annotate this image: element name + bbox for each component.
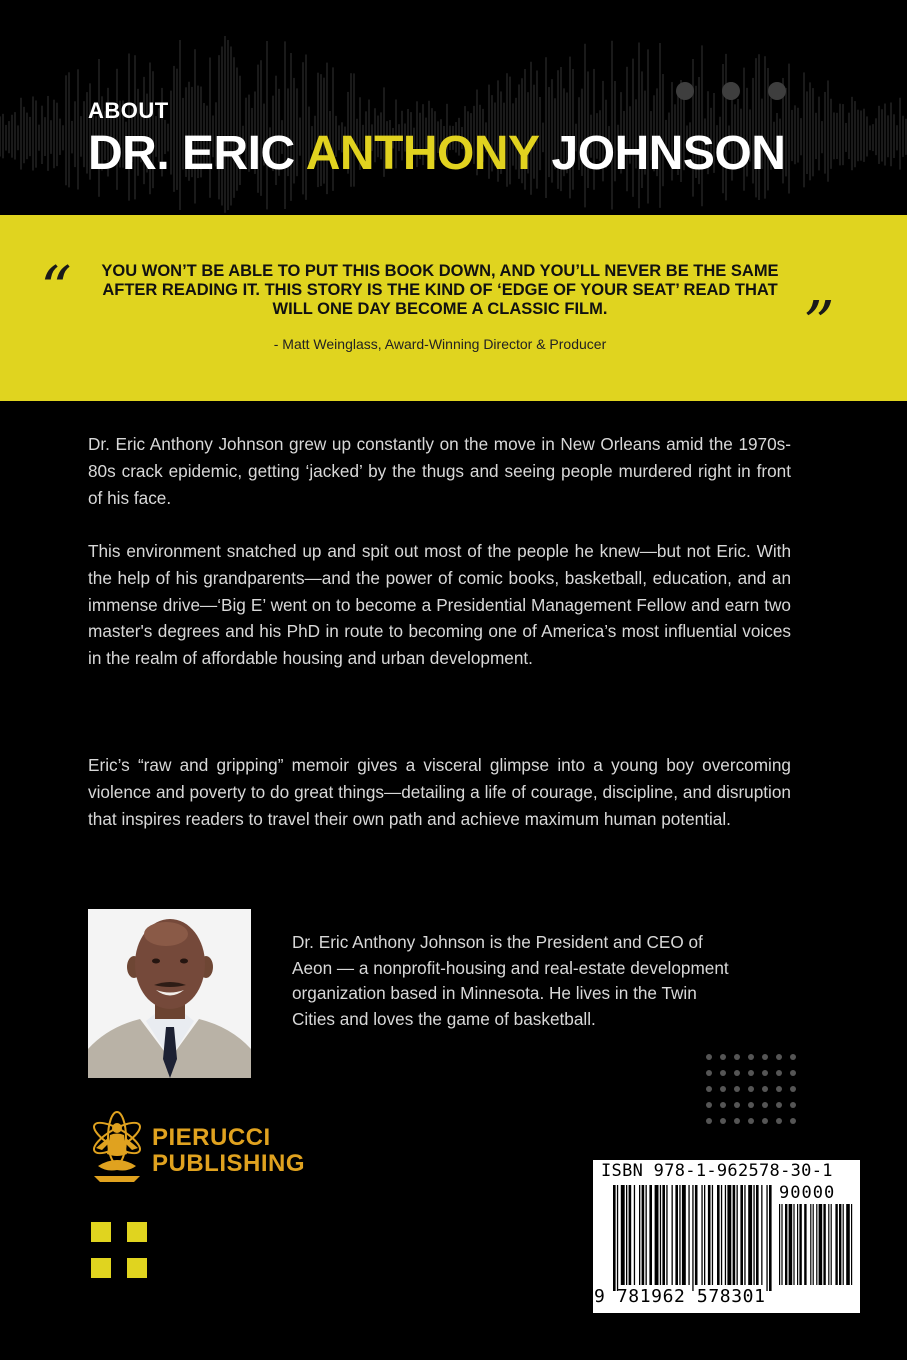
grid-dot [748,1070,754,1076]
barcode-bar [725,1185,726,1285]
barcode-bar [712,1185,713,1285]
grid-dot [790,1054,796,1060]
addon-bar [831,1204,832,1285]
barcode-bar [695,1185,698,1285]
grid-dot [720,1054,726,1060]
addon-bar [851,1204,852,1285]
yellow-square [91,1222,111,1242]
endorsement-quote: YOU WON’T BE ABLE TO PUT THIS BOOK DOWN, AND YOU’LL NEVER BE THE SAME AFTER READING IT. THIS STORY IS THE KIND OF ‘EDGE OF YOUR SEAT’ READ THAT WILL ONE DAY BECOME A CLASSIC FILM. [101,262,779,318]
name-highlight: ANTHONY [305,127,539,180]
author-name-title [88,126,785,182]
grid-dot [734,1118,740,1124]
grid-dot [706,1054,712,1060]
barcode-bar [692,1185,693,1291]
barcode-bar [613,1185,616,1291]
addon-bar [785,1204,787,1285]
grid-dot [706,1118,712,1124]
grid-dot [790,1102,796,1108]
addon-bar [779,1204,780,1285]
addon-bar [823,1204,825,1285]
yellow-square [91,1258,111,1278]
publisher-name-line1: PIERUCCI [152,1124,271,1151]
grid-dot [720,1086,726,1092]
addon-bar [799,1204,801,1285]
grid-dot [720,1102,726,1108]
grid-dot [706,1102,712,1108]
grid-dot [706,1086,712,1092]
three-dots-decoration [676,82,786,100]
barcode-bar [642,1185,645,1285]
barcode-bar [721,1185,722,1285]
grid-dot [762,1054,768,1060]
grid-dot [706,1070,712,1076]
grid-dot [776,1054,782,1060]
barcode-bar [672,1185,673,1285]
quote-attribution: - Matt Weinglass, Award-Winning Director & Producer [273,336,607,352]
author-photo [88,909,251,1078]
addon-bar [810,1204,811,1285]
publisher-name-line2: PUBLISHING [152,1150,306,1177]
grid-dot [748,1086,754,1092]
barcode-bar [756,1185,759,1285]
grid-dot [762,1070,768,1076]
barcode-bar [655,1185,659,1285]
ean-digits: 9 781962 578301 [594,1286,766,1307]
barcode-bar [662,1185,665,1285]
barcode-bar [708,1185,711,1285]
barcode-bar [666,1185,667,1285]
description-paragraph-3: Eric’s “raw and gripping” memoir gives a visceral glimpse into a young boy overcoming violence and poverty to do great things—detailing a life of courage, discipline, and disruption that inspires readers to travel their own path and achieve maximum human potential. [88,755,791,829]
barcode-bar [748,1185,752,1285]
dot [768,82,786,100]
close-quote-icon: ” [803,287,835,360]
barcode-bar [727,1185,731,1285]
grid-dot [734,1070,740,1076]
grid-dot [776,1118,782,1124]
grid-dot [762,1086,768,1092]
barcode-bar [649,1185,652,1285]
grid-dot [734,1054,740,1060]
addon-bar [819,1204,823,1285]
yellow-square [127,1258,147,1278]
barcode-bar [688,1185,689,1285]
barcode-bar [769,1185,772,1291]
grid-dot [762,1102,768,1108]
addon-bar [789,1204,793,1285]
author-portrait-icon [88,909,251,1078]
name-part-2: JOHNSON [538,127,786,180]
grid-dot [776,1102,782,1108]
grid-dot [734,1086,740,1092]
addon-bar [793,1204,794,1285]
barcode-bar [701,1185,702,1285]
description-paragraph-2: This environment snatched up and spit out most of the people he knew—but not Eric. With the help of his grandparents—and the power of comic books, basketball, education, and an immense drive—‘Big E’ went on to become a Presidential Management Fellow and earn two master's degrees and his PhD in route to becoming one of America’s most influential voices in the realm of affordable housing and urban development. [88,541,791,669]
description-paragraph-1: Dr. Eric Anthony Johnson grew up constantly on the move in New Orleans amid the 1970s-80s crack epidemic, getting ‘jacked’ by the thugs and seeing people murdered right in front of his face. [88,434,791,508]
isbn-barcode [593,1160,860,1313]
barcode-bar [682,1185,686,1285]
addon-bar [797,1204,798,1285]
barcode-bar [660,1185,661,1285]
addon-bar [835,1204,837,1285]
barcode-bar [733,1185,736,1285]
meditating-figure-atom-icon [88,1108,146,1194]
addon-bar [781,1204,782,1285]
grid-dot [720,1070,726,1076]
grid-dot [790,1086,796,1092]
barcode-bar [646,1185,647,1285]
grid-dot [748,1102,754,1108]
dot [676,82,694,100]
grid-dot [762,1118,768,1124]
dot-grid-decoration [706,1054,796,1124]
barcode-bar [675,1185,678,1285]
isbn-addon-number: 90000 [779,1183,836,1203]
barcode-bar [617,1185,618,1291]
grid-dot [776,1070,782,1076]
dot [722,82,740,100]
addon-bar [816,1204,817,1285]
barcode-bar [740,1185,743,1285]
name-part-1: DR. ERIC [88,127,306,180]
publisher-logo [88,1108,305,1194]
barcode-bar [626,1185,627,1285]
addon-bar [804,1204,806,1285]
addon-bar [839,1204,841,1285]
barcode-bar [744,1185,745,1285]
barcode-bar [679,1185,680,1285]
open-quote-icon: “ [40,252,72,325]
addon-bar [846,1204,850,1285]
grid-dot [748,1118,754,1124]
barcode-bar [717,1185,720,1285]
publisher-name [152,1125,305,1177]
grid-dot [790,1118,796,1124]
barcode-bar [737,1185,738,1285]
grid-dot [776,1086,782,1092]
barcode-bar [621,1185,625,1285]
barcode-bar [766,1185,767,1291]
barcode-bar [704,1185,705,1285]
grid-dot [790,1070,796,1076]
barcode-bar [639,1185,640,1285]
barcode-bar [629,1185,632,1285]
barcode-bar [634,1185,635,1285]
isbn-label: ISBN 978-1-962578-30-1 [601,1161,833,1181]
grid-dot [720,1118,726,1124]
about-label: ABOUT [88,98,169,123]
grid-dot [748,1054,754,1060]
barcode-bar [753,1185,754,1285]
grid-dot [734,1102,740,1108]
barcode-bar [761,1185,762,1285]
addon-bar [813,1204,814,1285]
addon-bar [843,1204,844,1285]
yellow-square [127,1222,147,1242]
addon-bar [828,1204,829,1285]
author-bio: Dr. Eric Anthony Johnson is the President and CEO of Aeon — a nonprofit-housing and real-estate development organization based in Minnesota. He lives in the Twin Cities and loves the game of basketball. [292,932,729,1029]
